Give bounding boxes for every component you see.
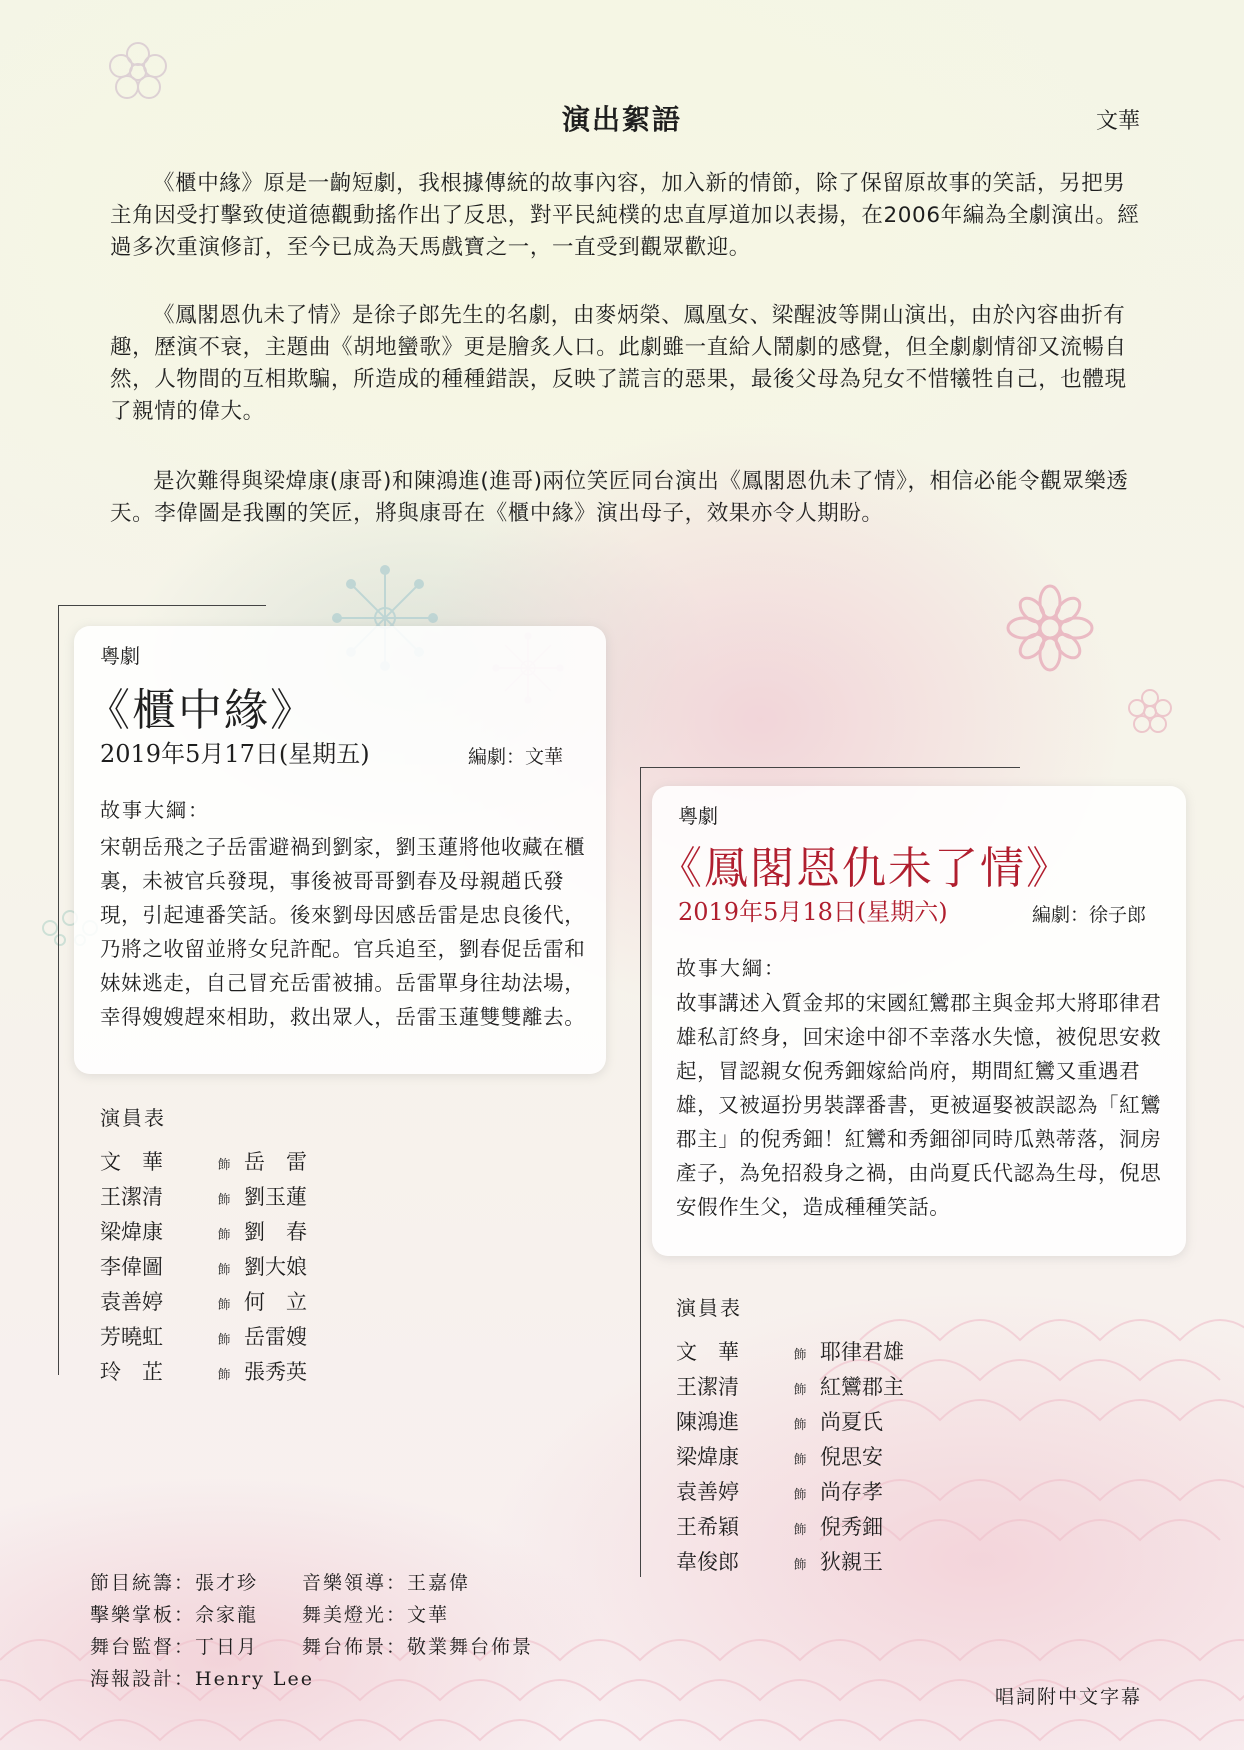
cast-actor: 文 華: [676, 1340, 739, 1364]
cast-role: 劉玉蓮: [244, 1185, 307, 1209]
cast-row: [100, 1286, 348, 1316]
credit-label: 海報設計：: [90, 1668, 196, 1690]
show1-date: 2019年5月17日(星期五): [100, 740, 370, 768]
credit-label: 擊樂掌板：: [90, 1604, 196, 1626]
cast-shi: 飾: [793, 1418, 807, 1433]
cast-actor: 陳鴻進: [676, 1410, 739, 1434]
cast-row: [100, 1321, 348, 1351]
cast-role: 劉大娘: [244, 1255, 307, 1279]
credit-label: 舞美燈光：: [302, 1604, 408, 1626]
cast-actor: 韋俊郎: [676, 1550, 739, 1574]
show2-genre: 粵劇: [678, 804, 718, 828]
show2-cast-list: [676, 1336, 946, 1576]
credit-name: 敬業舞台佈景: [407, 1636, 534, 1658]
cast-shi: 飾: [793, 1488, 807, 1503]
show1-synopsis: 宋朝岳飛之子岳雷避禍到劉家，劉玉蓮將他收藏在櫃裏，未被官兵發現，事後被哥哥劉春及母親趙氏發現，引起連番笑話。後來劉母因感岳雷是忠良後代，乃將之收留並將女兒許配。官兵追至，劉春促岳雷和妹妹逃走，自己冒充岳雷被捕。岳雷單身往劫法場，幸得嫂嫂趕來相助，救出眾人，岳雷玉蓮雙雙離去。: [100, 835, 586, 1029]
flower-icon: [110, 43, 166, 98]
cast-role: 尚夏氏: [820, 1410, 883, 1434]
cast-shi: 飾: [793, 1383, 807, 1398]
cast-shi: 飾: [793, 1348, 807, 1363]
cast-shi: 飾: [793, 1453, 807, 1468]
cast-actor: 梁煒康: [100, 1220, 163, 1244]
cast-row: [100, 1356, 348, 1386]
cast-shi: 飾: [217, 1158, 231, 1173]
cast-role: 倪秀鈿: [820, 1515, 883, 1539]
subtitle-note: 唱詞附中文字幕: [994, 1686, 1142, 1708]
cast-role: 張秀英: [244, 1360, 307, 1384]
cast-actor: 袁善婷: [676, 1480, 739, 1504]
credit-label: 音樂領導：: [302, 1572, 408, 1594]
credit-item: [90, 1664, 314, 1691]
cast-actor: 梁煒康: [676, 1445, 739, 1469]
show2-synopsis: 故事講述入質金邦的宋國紅鸞郡主與金邦大將耶律君雄私訂終身，回宋途中卻不幸落水失憶，被倪思安救起，冒認親女倪秀鈿嫁給尚府，期間紅鸞又重遇君雄，又被逼扮男裝譯番書，更被逼娶被誤認為「紅鸞郡主」的倪秀鈿！紅鸞和秀鈿卻同時瓜熟蒂落，洞房產子，為免招殺身之禍，由尚夏氏代認為生母，倪思安假作生父，造成種種笑話。: [676, 991, 1162, 1219]
cast-role: 倪思安: [820, 1445, 883, 1469]
show2-card: [652, 786, 1186, 1256]
cast-role: 岳雷嫂: [244, 1325, 307, 1349]
credit-name: Henry Lee: [195, 1668, 315, 1690]
credit-item: [302, 1600, 449, 1627]
credit-item: [302, 1568, 470, 1595]
show1-card: [74, 626, 606, 1074]
intro-paragraph: 《櫃中緣》原是一齣短劇，我根據傳統的故事內容，加入新的情節，除了保留原故事的笑話，另把男主角因受打擊致使道德觀動搖作出了反思，對平民純樸的忠直厚道加以表揚，在2006年編為全劇演出。經過多次重演修訂，至今已成為天馬戲寶之一，一直受到觀眾歡迎。: [110, 171, 1140, 260]
cast-shi: 飾: [217, 1333, 231, 1348]
cast-row: [676, 1476, 924, 1506]
cast-actor: 李偉圖: [100, 1255, 163, 1279]
author-name: 文華: [1095, 109, 1140, 134]
credit-item: [90, 1600, 258, 1627]
cast-actor: 芳曉虹: [100, 1325, 163, 1349]
cast-actor: 王潔清: [676, 1375, 739, 1399]
credit-name: 文華: [407, 1604, 450, 1626]
divider: [640, 767, 1020, 768]
credit-label: 節目統籌：: [90, 1572, 196, 1594]
cast-row: [676, 1371, 924, 1401]
cast-row: [100, 1216, 348, 1246]
cast-role: 何 立: [244, 1290, 307, 1314]
cast-row: [676, 1441, 924, 1471]
intro-paragraph: 是次難得與梁煒康(康哥)和陳鴻進(進哥)兩位笑匠同台演出《鳳閣恩仇未了情》，相信必能令觀眾樂透天。李偉圖是我團的笑匠，將與康哥在《櫃中緣》演出母子，效果亦令人期盼。: [110, 469, 1129, 526]
show1-cast-list: [100, 1146, 340, 1386]
divider: [640, 767, 641, 1577]
show1-title: 《櫃中緣》: [86, 685, 316, 736]
credit-item: [90, 1568, 258, 1595]
cast-shi: 飾: [217, 1263, 231, 1278]
cast-row: [100, 1181, 348, 1211]
divider: [58, 605, 59, 1375]
cast-shi: 飾: [217, 1228, 231, 1243]
cast-shi: 飾: [217, 1193, 231, 1208]
cast-shi: 飾: [217, 1368, 231, 1383]
cast-row: [100, 1251, 348, 1281]
cast-shi: 飾: [793, 1523, 807, 1538]
show2-date: 2019年5月18日(星期六): [678, 898, 948, 926]
cast-shi: 飾: [217, 1298, 231, 1313]
credit-name: 王嘉偉: [407, 1572, 471, 1594]
flower-icon: [1008, 586, 1092, 670]
show2-playwright: 編劇：徐子郎: [1032, 904, 1147, 926]
credit-item: [90, 1632, 258, 1659]
cast-role: 狄親王: [820, 1550, 883, 1574]
cast-actor: 袁善婷: [100, 1290, 163, 1314]
show2-cast-label: 演員表: [676, 1296, 742, 1320]
cast-role: 岳 雷: [244, 1150, 307, 1174]
show2-title: 《鳳閣恩仇未了情》: [658, 843, 1072, 894]
show1-genre: 粵劇: [100, 644, 140, 668]
credit-item: [302, 1632, 533, 1659]
cast-role: 紅鸞郡主: [820, 1375, 904, 1399]
cast-role: 劉 春: [244, 1220, 307, 1244]
show1-cast-label: 演員表: [100, 1106, 166, 1130]
credit-name: 丁日月: [195, 1636, 259, 1658]
cast-role: 尚存孝: [820, 1480, 883, 1504]
cast-row: [676, 1511, 924, 1541]
intro-paragraph: 《鳳閣恩仇未了情》是徐子郎先生的名劇，由麥炳榮、鳳凰女、梁醒波等開山演出，由於內容曲折有趣，歷演不衰，主題曲《胡地蠻歌》更是膾炙人口。此劇雖一直給人鬧劇的感覺，但全劇劇情卻又流暢自然，人物間的互相欺騙，所造成的種種錯誤，反映了謊言的惡果，最後父母為兒女不惜犧牲自己，也體現了親情的偉大。: [110, 303, 1127, 424]
cast-row: [676, 1406, 924, 1436]
flower-icon: [1129, 690, 1171, 732]
credit-label: 舞台佈景：: [302, 1636, 408, 1658]
cast-row: [676, 1546, 924, 1576]
cast-actor: 玲 芷: [100, 1360, 163, 1384]
credit-name: 張才珍: [195, 1572, 259, 1594]
show2-synopsis-label: 故事大綱：: [676, 956, 786, 980]
cast-role: 耶律君雄: [820, 1340, 904, 1364]
show1-synopsis-label: 故事大綱：: [100, 798, 210, 822]
cast-actor: 王潔清: [100, 1185, 163, 1209]
credit-name: 佘家龍: [195, 1604, 259, 1626]
cast-actor: 文 華: [100, 1150, 163, 1174]
cast-shi: 飾: [793, 1558, 807, 1573]
cast-row: [676, 1336, 924, 1366]
cast-actor: 王希穎: [676, 1515, 739, 1539]
show1-playwright: 編劇：文華: [468, 746, 564, 768]
page-title: 演出絮語: [561, 103, 682, 136]
cast-row: [100, 1146, 348, 1176]
credit-label: 舞台監督：: [90, 1636, 196, 1658]
divider: [58, 605, 266, 606]
